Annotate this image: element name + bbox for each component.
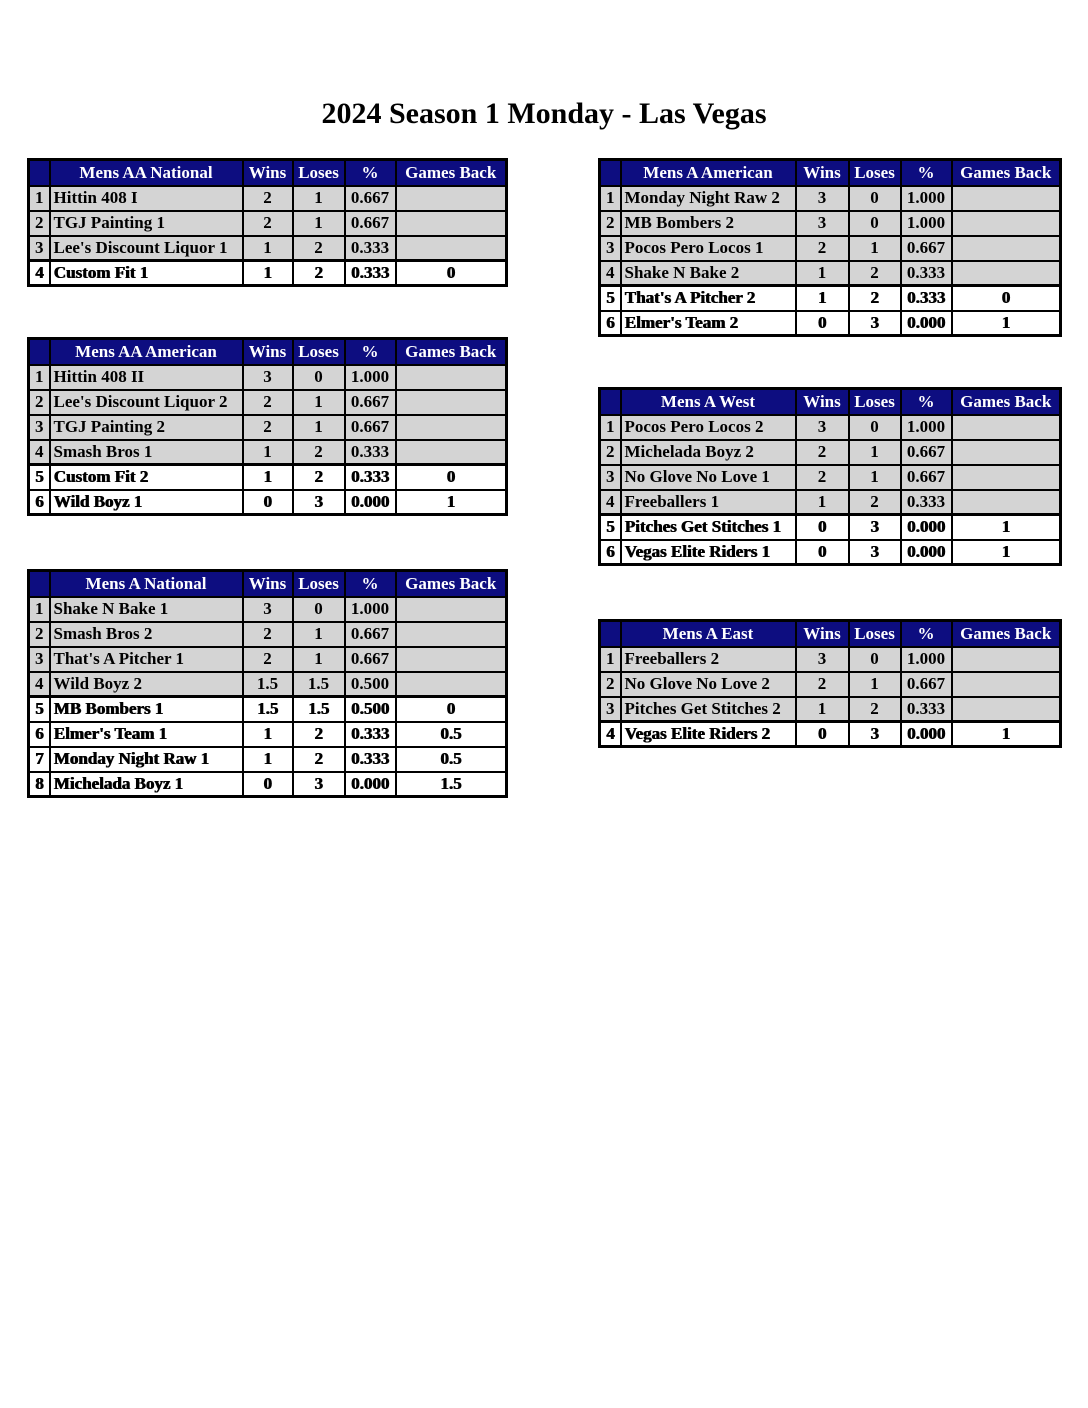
loses-cell: 3 bbox=[849, 515, 901, 540]
games-back-cell bbox=[396, 440, 507, 465]
loses-header-cell: Loses bbox=[293, 339, 345, 365]
team-cell: That's A Pitcher 2 bbox=[621, 286, 796, 311]
pct-cell: 0.667 bbox=[901, 672, 952, 697]
loses-cell: 0 bbox=[849, 186, 901, 211]
loses-header-cell: Loses bbox=[849, 160, 901, 186]
wins-cell: 1 bbox=[243, 722, 293, 747]
rank-cell: 3 bbox=[29, 415, 50, 440]
rank-cell: 7 bbox=[29, 747, 50, 772]
table-row bbox=[29, 261, 507, 286]
games-back-cell: 0.5 bbox=[396, 722, 507, 747]
pct-cell: 0.667 bbox=[345, 390, 396, 415]
loses-cell: 0 bbox=[293, 365, 345, 390]
games-back-cell: 1 bbox=[952, 311, 1061, 336]
division-header-cell: Mens A West bbox=[621, 389, 796, 415]
wins-header-cell: Wins bbox=[796, 160, 849, 186]
loses-cell: 2 bbox=[293, 722, 345, 747]
team-cell: Monday Night Raw 2 bbox=[621, 186, 796, 211]
rank-cell: 1 bbox=[600, 647, 621, 672]
loses-header-cell: Loses bbox=[849, 621, 901, 647]
wins-cell: 1 bbox=[796, 490, 849, 515]
games-back-cell bbox=[952, 440, 1061, 465]
team-cell: Monday Night Raw 1 bbox=[50, 747, 243, 772]
wins-cell: 0 bbox=[796, 722, 849, 747]
rank-cell: 6 bbox=[600, 311, 621, 336]
table-row bbox=[29, 672, 507, 697]
table-row bbox=[29, 747, 507, 772]
rank-cell: 2 bbox=[600, 440, 621, 465]
pct-cell: 1.000 bbox=[345, 597, 396, 622]
table-row bbox=[29, 622, 507, 647]
loses-cell: 1.5 bbox=[293, 672, 345, 697]
team-cell: Smash Bros 2 bbox=[50, 622, 243, 647]
wins-cell: 1 bbox=[243, 261, 293, 286]
header-row bbox=[29, 339, 507, 365]
loses-cell: 1 bbox=[849, 236, 901, 261]
games-back-header-cell: Games Back bbox=[952, 160, 1061, 186]
loses-cell: 3 bbox=[293, 772, 345, 797]
table-row bbox=[600, 515, 1061, 540]
games-back-cell bbox=[952, 490, 1061, 515]
division-header-cell: Mens AA American bbox=[50, 339, 243, 365]
team-cell: Lee's Discount Liquor 2 bbox=[50, 390, 243, 415]
team-cell: Michelada Boyz 2 bbox=[621, 440, 796, 465]
games-back-cell: 0 bbox=[396, 465, 507, 490]
loses-cell: 2 bbox=[849, 261, 901, 286]
table-row bbox=[29, 722, 507, 747]
wins-cell: 1 bbox=[796, 697, 849, 722]
pct-cell: 0.500 bbox=[345, 672, 396, 697]
games-back-cell bbox=[396, 597, 507, 622]
team-cell: Pocos Pero Locos 1 bbox=[621, 236, 796, 261]
table-row bbox=[600, 415, 1061, 440]
loses-cell: 2 bbox=[849, 697, 901, 722]
loses-cell: 1 bbox=[849, 465, 901, 490]
table-row bbox=[29, 772, 507, 797]
table-row bbox=[600, 465, 1061, 490]
loses-cell: 2 bbox=[849, 490, 901, 515]
games-back-cell bbox=[952, 261, 1061, 286]
corner-header-cell bbox=[600, 621, 621, 647]
team-cell: Smash Bros 1 bbox=[50, 440, 243, 465]
pct-header-cell: % bbox=[901, 389, 952, 415]
wins-cell: 2 bbox=[243, 415, 293, 440]
pct-cell: 0.000 bbox=[901, 311, 952, 336]
rank-cell: 2 bbox=[29, 211, 50, 236]
loses-cell: 1 bbox=[293, 211, 345, 236]
table-row bbox=[600, 672, 1061, 697]
header-row bbox=[600, 389, 1061, 415]
pct-header-cell: % bbox=[901, 160, 952, 186]
games-back-cell: 0 bbox=[396, 697, 507, 722]
games-back-cell bbox=[952, 415, 1061, 440]
division-header-cell: Mens A American bbox=[621, 160, 796, 186]
games-back-cell: 1 bbox=[952, 540, 1061, 565]
pct-cell: 0.667 bbox=[345, 211, 396, 236]
loses-cell: 3 bbox=[849, 311, 901, 336]
wins-header-cell: Wins bbox=[243, 339, 293, 365]
header-row bbox=[600, 621, 1061, 647]
pct-cell: 0.333 bbox=[345, 465, 396, 490]
corner-header-cell bbox=[29, 571, 50, 597]
wins-cell: 2 bbox=[796, 672, 849, 697]
table-row bbox=[600, 311, 1061, 336]
table-row bbox=[29, 647, 507, 672]
table-row bbox=[600, 722, 1061, 747]
games-back-cell bbox=[952, 672, 1061, 697]
loses-cell: 0 bbox=[849, 415, 901, 440]
team-cell: No Glove No Love 2 bbox=[621, 672, 796, 697]
games-back-cell bbox=[396, 672, 507, 697]
standings-table-mens-a-east bbox=[598, 619, 1062, 748]
loses-cell: 1 bbox=[293, 647, 345, 672]
pct-cell: 0.000 bbox=[901, 722, 952, 747]
rank-cell: 5 bbox=[600, 286, 621, 311]
wins-cell: 1 bbox=[243, 236, 293, 261]
wins-cell: 3 bbox=[796, 186, 849, 211]
standings-table-mens-a-national bbox=[27, 569, 508, 798]
rank-cell: 1 bbox=[29, 597, 50, 622]
loses-cell: 1 bbox=[293, 390, 345, 415]
team-cell: TGJ Painting 2 bbox=[50, 415, 243, 440]
games-back-cell: 0 bbox=[396, 261, 507, 286]
wins-cell: 3 bbox=[796, 211, 849, 236]
wins-cell: 2 bbox=[796, 236, 849, 261]
wins-cell: 0 bbox=[796, 311, 849, 336]
wins-cell: 2 bbox=[796, 440, 849, 465]
table-row bbox=[600, 261, 1061, 286]
wins-cell: 1 bbox=[243, 440, 293, 465]
games-back-cell bbox=[396, 622, 507, 647]
wins-cell: 3 bbox=[243, 597, 293, 622]
wins-cell: 3 bbox=[243, 365, 293, 390]
team-cell: Michelada Boyz 1 bbox=[50, 772, 243, 797]
team-cell: Wild Boyz 1 bbox=[50, 490, 243, 515]
wins-cell: 3 bbox=[796, 647, 849, 672]
table-row bbox=[29, 697, 507, 722]
standings-table-mens-a-west bbox=[598, 387, 1062, 566]
wins-cell: 1 bbox=[796, 261, 849, 286]
games-back-header-cell: Games Back bbox=[396, 571, 507, 597]
rank-cell: 2 bbox=[29, 622, 50, 647]
team-cell: Elmer's Team 1 bbox=[50, 722, 243, 747]
team-cell: Pocos Pero Locos 2 bbox=[621, 415, 796, 440]
loses-cell: 0 bbox=[293, 597, 345, 622]
wins-cell: 2 bbox=[243, 647, 293, 672]
rank-cell: 3 bbox=[29, 647, 50, 672]
team-cell: Pitches Get Stitches 1 bbox=[621, 515, 796, 540]
header-row bbox=[29, 160, 507, 186]
loses-cell: 1 bbox=[293, 622, 345, 647]
standings-table-mens-a-american bbox=[598, 158, 1062, 337]
loses-cell: 2 bbox=[849, 286, 901, 311]
table-row bbox=[29, 186, 507, 211]
team-cell: Elmer's Team 2 bbox=[621, 311, 796, 336]
pct-header-cell: % bbox=[345, 339, 396, 365]
corner-header-cell bbox=[600, 389, 621, 415]
standings-table-mens-aa-american bbox=[27, 337, 508, 516]
pct-cell: 1.000 bbox=[901, 647, 952, 672]
team-cell: Custom Fit 1 bbox=[50, 261, 243, 286]
division-header-cell: Mens AA National bbox=[50, 160, 243, 186]
corner-header-cell bbox=[600, 160, 621, 186]
games-back-header-cell: Games Back bbox=[952, 621, 1061, 647]
table-row bbox=[29, 365, 507, 390]
table-row bbox=[600, 697, 1061, 722]
pct-cell: 1.000 bbox=[901, 211, 952, 236]
table-row bbox=[600, 186, 1061, 211]
wins-header-cell: Wins bbox=[796, 621, 849, 647]
team-cell: Shake N Bake 1 bbox=[50, 597, 243, 622]
games-back-header-cell: Games Back bbox=[396, 160, 507, 186]
pct-cell: 0.500 bbox=[345, 697, 396, 722]
games-back-cell bbox=[952, 647, 1061, 672]
wins-cell: 2 bbox=[243, 390, 293, 415]
wins-cell: 1 bbox=[243, 465, 293, 490]
loses-cell: 1 bbox=[293, 415, 345, 440]
team-cell: Hittin 408 II bbox=[50, 365, 243, 390]
team-cell: That's A Pitcher 1 bbox=[50, 647, 243, 672]
page-title: 2024 Season 1 Monday - Las Vegas bbox=[321, 97, 767, 130]
pct-cell: 0.333 bbox=[345, 440, 396, 465]
loses-cell: 3 bbox=[293, 490, 345, 515]
table-row bbox=[29, 211, 507, 236]
rank-cell: 4 bbox=[600, 490, 621, 515]
team-cell: Hittin 408 I bbox=[50, 186, 243, 211]
table-row bbox=[600, 236, 1061, 261]
games-back-cell bbox=[396, 365, 507, 390]
pct-cell: 1.000 bbox=[901, 186, 952, 211]
loses-cell: 0 bbox=[849, 211, 901, 236]
wins-cell: 2 bbox=[243, 622, 293, 647]
rank-cell: 1 bbox=[600, 186, 621, 211]
pct-cell: 0.333 bbox=[345, 261, 396, 286]
rank-cell: 1 bbox=[29, 186, 50, 211]
team-cell: Vegas Elite Riders 2 bbox=[621, 722, 796, 747]
team-cell: Custom Fit 2 bbox=[50, 465, 243, 490]
team-cell: No Glove No Love 1 bbox=[621, 465, 796, 490]
pct-cell: 1.000 bbox=[345, 365, 396, 390]
table-row bbox=[600, 490, 1061, 515]
wins-cell: 0 bbox=[243, 772, 293, 797]
rank-cell: 4 bbox=[29, 440, 50, 465]
games-back-cell bbox=[396, 211, 507, 236]
loses-cell: 2 bbox=[293, 440, 345, 465]
games-back-cell bbox=[952, 465, 1061, 490]
wins-cell: 0 bbox=[796, 515, 849, 540]
rank-cell: 4 bbox=[600, 261, 621, 286]
pct-cell: 0.333 bbox=[345, 236, 396, 261]
standings-table-mens-aa-national bbox=[27, 158, 508, 287]
pct-header-cell: % bbox=[345, 571, 396, 597]
wins-cell: 2 bbox=[243, 186, 293, 211]
games-back-header-cell: Games Back bbox=[952, 389, 1061, 415]
team-cell: Pitches Get Stitches 2 bbox=[621, 697, 796, 722]
rank-cell: 2 bbox=[600, 672, 621, 697]
loses-cell: 1 bbox=[849, 440, 901, 465]
wins-cell: 2 bbox=[796, 465, 849, 490]
wins-cell: 0 bbox=[243, 490, 293, 515]
wins-cell: 1 bbox=[243, 747, 293, 772]
pct-cell: 0.333 bbox=[901, 286, 952, 311]
loses-cell: 2 bbox=[293, 261, 345, 286]
division-header-cell: Mens A National bbox=[50, 571, 243, 597]
loses-cell: 1 bbox=[293, 186, 345, 211]
games-back-header-cell: Games Back bbox=[396, 339, 507, 365]
wins-header-cell: Wins bbox=[243, 160, 293, 186]
rank-cell: 6 bbox=[600, 540, 621, 565]
team-cell: Lee's Discount Liquor 1 bbox=[50, 236, 243, 261]
games-back-cell bbox=[396, 415, 507, 440]
rank-cell: 1 bbox=[29, 365, 50, 390]
loses-cell: 3 bbox=[849, 722, 901, 747]
loses-cell: 2 bbox=[293, 747, 345, 772]
division-header-cell: Mens A East bbox=[621, 621, 796, 647]
rank-cell: 5 bbox=[600, 515, 621, 540]
loses-header-cell: Loses bbox=[849, 389, 901, 415]
table-row bbox=[600, 540, 1061, 565]
pct-cell: 0.000 bbox=[901, 540, 952, 565]
team-cell: MB Bombers 1 bbox=[50, 697, 243, 722]
wins-header-cell: Wins bbox=[243, 571, 293, 597]
rank-cell: 2 bbox=[600, 211, 621, 236]
table-row bbox=[29, 465, 507, 490]
team-cell: MB Bombers 2 bbox=[621, 211, 796, 236]
pct-header-cell: % bbox=[345, 160, 396, 186]
table-row bbox=[29, 597, 507, 622]
pct-cell: 0.667 bbox=[345, 186, 396, 211]
pct-cell: 0.667 bbox=[345, 415, 396, 440]
loses-header-cell: Loses bbox=[293, 160, 345, 186]
games-back-cell bbox=[952, 211, 1061, 236]
table-row bbox=[600, 647, 1061, 672]
rank-cell: 4 bbox=[29, 672, 50, 697]
rank-cell: 3 bbox=[600, 697, 621, 722]
rank-cell: 8 bbox=[29, 772, 50, 797]
wins-cell: 2 bbox=[243, 211, 293, 236]
table-row bbox=[600, 440, 1061, 465]
team-cell: Wild Boyz 2 bbox=[50, 672, 243, 697]
pct-cell: 0.000 bbox=[901, 515, 952, 540]
table-row bbox=[29, 415, 507, 440]
games-back-cell: 1 bbox=[396, 490, 507, 515]
pct-cell: 0.333 bbox=[345, 747, 396, 772]
rank-cell: 1 bbox=[600, 415, 621, 440]
pct-cell: 0.667 bbox=[901, 440, 952, 465]
games-back-cell bbox=[952, 236, 1061, 261]
rank-cell: 4 bbox=[29, 261, 50, 286]
corner-header-cell bbox=[29, 339, 50, 365]
wins-header-cell: Wins bbox=[796, 389, 849, 415]
games-back-cell bbox=[952, 186, 1061, 211]
loses-cell: 1.5 bbox=[293, 697, 345, 722]
rank-cell: 3 bbox=[29, 236, 50, 261]
pct-cell: 0.333 bbox=[901, 490, 952, 515]
wins-cell: 1.5 bbox=[243, 672, 293, 697]
team-cell: TGJ Painting 1 bbox=[50, 211, 243, 236]
wins-cell: 3 bbox=[796, 415, 849, 440]
loses-cell: 2 bbox=[293, 236, 345, 261]
wins-cell: 1 bbox=[796, 286, 849, 311]
team-cell: Shake N Bake 2 bbox=[621, 261, 796, 286]
table-row bbox=[29, 390, 507, 415]
pct-cell: 0.333 bbox=[901, 261, 952, 286]
games-back-cell bbox=[396, 647, 507, 672]
games-back-cell: 1 bbox=[952, 722, 1061, 747]
rank-cell: 4 bbox=[600, 722, 621, 747]
rank-cell: 3 bbox=[600, 236, 621, 261]
header-row bbox=[600, 160, 1061, 186]
pct-cell: 0.333 bbox=[901, 697, 952, 722]
table-row bbox=[600, 286, 1061, 311]
rank-cell: 6 bbox=[29, 490, 50, 515]
pct-cell: 1.000 bbox=[901, 415, 952, 440]
pct-cell: 0.667 bbox=[901, 236, 952, 261]
loses-cell: 3 bbox=[849, 540, 901, 565]
games-back-cell: 0.5 bbox=[396, 747, 507, 772]
loses-cell: 2 bbox=[293, 465, 345, 490]
pct-header-cell: % bbox=[901, 621, 952, 647]
team-cell: Freeballers 2 bbox=[621, 647, 796, 672]
games-back-cell bbox=[396, 390, 507, 415]
pct-cell: 0.667 bbox=[901, 465, 952, 490]
table-row bbox=[29, 236, 507, 261]
pct-cell: 0.000 bbox=[345, 490, 396, 515]
table-row bbox=[29, 490, 507, 515]
team-cell: Freeballers 1 bbox=[621, 490, 796, 515]
pct-cell: 0.333 bbox=[345, 722, 396, 747]
rank-cell: 6 bbox=[29, 722, 50, 747]
games-back-cell: 1 bbox=[952, 515, 1061, 540]
pct-cell: 0.000 bbox=[345, 772, 396, 797]
table-row bbox=[29, 440, 507, 465]
games-back-cell bbox=[396, 186, 507, 211]
header-row bbox=[29, 571, 507, 597]
loses-cell: 1 bbox=[849, 672, 901, 697]
rank-cell: 2 bbox=[29, 390, 50, 415]
games-back-cell: 0 bbox=[952, 286, 1061, 311]
pct-cell: 0.667 bbox=[345, 622, 396, 647]
wins-cell: 1.5 bbox=[243, 697, 293, 722]
rank-cell: 5 bbox=[29, 697, 50, 722]
wins-cell: 0 bbox=[796, 540, 849, 565]
games-back-cell: 1.5 bbox=[396, 772, 507, 797]
table-row bbox=[600, 211, 1061, 236]
team-cell: Vegas Elite Riders 1 bbox=[621, 540, 796, 565]
corner-header-cell bbox=[29, 160, 50, 186]
rank-cell: 5 bbox=[29, 465, 50, 490]
loses-header-cell: Loses bbox=[293, 571, 345, 597]
pct-cell: 0.667 bbox=[345, 647, 396, 672]
rank-cell: 3 bbox=[600, 465, 621, 490]
games-back-cell bbox=[396, 236, 507, 261]
loses-cell: 0 bbox=[849, 647, 901, 672]
games-back-cell bbox=[952, 697, 1061, 722]
